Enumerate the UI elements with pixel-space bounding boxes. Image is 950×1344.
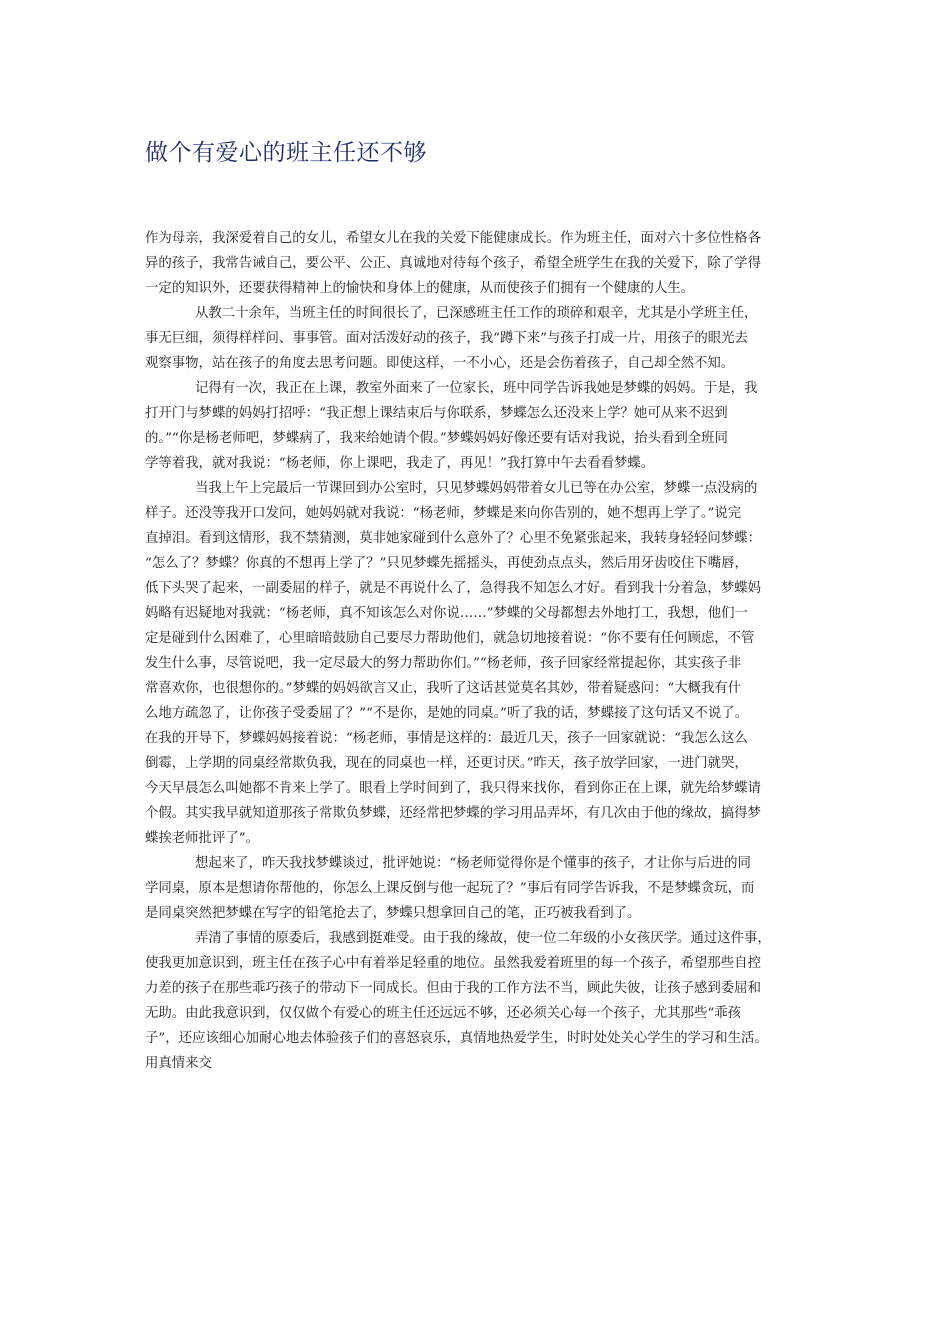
paragraph-line: 记得有一次，我正在上课，教室外面来了一位家长，班中同学告诉我她是梦蝶的妈妈。于是，我 (195, 381, 758, 396)
paragraph-line: 打开门与梦蝶的妈妈打招呼：“我正想上课结束后与你联系，梦蝶怎么还没来上学？她可从来不迟到 (145, 406, 728, 421)
paragraph-line: 一定的知识外，还要获得精神上的愉快和身体上的健康，从而使孩子们拥有一个健康的人生。 (145, 281, 695, 296)
paragraph-line: 么地方疏忽了，让你孩子受委屈了？”“不是你，是她的同桌。”听了我的话，梦蝶接了这句话又不说了。 (145, 706, 749, 721)
paragraph-line: 妈略有迟疑地对我就：“杨老师，真不知该怎么对你说……”梦蝶的父母都想去外地打工，我想，他们一 (145, 606, 748, 621)
paragraph-line: “怎么了？梦蝶？你真的不想再上学了？”只见梦蝶先摇摇头，再使劲点点头，然后用牙齿咬住下嘴唇， (145, 556, 748, 571)
paragraph-line: 观察事物，站在孩子的角度去思考问题。即使这样，一不小心，还是会伤着孩子，自己却全然不知。 (145, 356, 735, 371)
page-title: 做个有爱心的班主任还不够 (145, 140, 427, 166)
paragraph-line: 倒霉，上学期的同桌经常欺负我，现在的同桌也一样，还更讨厌。”昨天，孩子放学回家，一进门就哭， (145, 756, 748, 771)
paragraph-line: 样子。还没等我开口发问，她妈妈就对我说：“杨老师，梦蝶是来向你告别的，她不想再上学了。”说完 (145, 506, 742, 521)
paragraph-line: 学同桌，原本是想请你帮他的，你怎么上课反倒与他一起玩了？”事后有同学告诉我，不是梦蝶贪玩，而 (145, 881, 755, 896)
paragraph-line: 低下头哭了起来，一副委屈的样子，就是不再说什么了，急得我不知怎么才好。看到我十分着急，梦蝶妈 (145, 581, 761, 596)
paragraph-line: 蝶挨老师批评了”。 (145, 831, 259, 846)
paragraph-line: 想起来了，昨天我找梦蝶谈过，批评她说：“杨老师觉得你是个懂事的孩子，才让你与后进的同 (195, 856, 751, 871)
paragraph-line: 是同桌突然把梦蝶在写字的铅笔抢去了，梦蝶只想拿回自己的笔，正巧被我看到了。 (145, 906, 641, 921)
paragraph-line: 学等着我，就对我说：“杨老师，你上课吧，我走了，再见！”我打算中午去看看梦蝶。 (145, 456, 655, 471)
paragraph-line: 在我的开导下，梦蝶妈妈接着说：“杨老师，事情是这样的：最近几天，孩子一回家就说：“我怎么这么 (145, 731, 748, 746)
paragraph (145, 376, 820, 476)
paragraph-line: 常喜欢你，也很想你的。”梦蝶的妈妈欲言又止，我听了这话甚觉莫名其妙，带着疑惑问：“大概我有什 (145, 681, 742, 696)
paragraph-line: 无助。由此我意识到，仅仅做个有爱心的班主任还远远不够，还必须关心每一个孩子，尤其那些“乖孩 (145, 1006, 742, 1021)
paragraph-line: 定是碰到什么困难了，心里暗暗鼓励自己要尽力帮助他们，就急切地接着说：“你不要有任何顾虑，不管 (145, 631, 755, 646)
paragraph-line: 异的孩子，我常告诫自己，要公平、公正、真诚地对待每个孩子，希望全班学生在我的关爱下，除了学得 (145, 256, 761, 271)
paragraph-line: 直掉泪。看到这情形，我不禁猜测，莫非她家碰到什么意外了？心里不免紧张起来，我转身轻轻问梦蝶： (145, 531, 761, 546)
paragraph-line: 力差的孩子在那些乖巧孩子的带动下一同成长。但由于我的工作方法不当，顾此失彼，让孩子感到委屈和 (145, 981, 761, 996)
paragraph-line: 当我上午上完最后一节课回到办公室时，只见梦蝶妈妈带着女儿已等在办公室，梦蝶一点没病的 (195, 481, 758, 496)
paragraph-line: 的。”“你是杨老师吧，梦蝶病了，我来给她请个假。”梦蝶妈妈好像还要有话对我说，抬头看到全班同 (145, 431, 728, 446)
article-body (145, 226, 820, 1076)
paragraph (145, 926, 820, 1076)
paragraph-line: 个假。其实我早就知道那孩子常欺负梦蝶，还经常把梦蝶的学习用品弄坏，有几次由于他的缘故，搞得梦 (145, 806, 761, 821)
paragraph-line: 事无巨细，须得样样问、事事管。面对活泼好动的孩子，我“蹲下来”与孩子打成一片，用孩子的眼光去 (145, 331, 748, 346)
paragraph (145, 851, 820, 926)
paragraph (145, 476, 820, 851)
paragraph (145, 301, 820, 376)
paragraph-line: 今天早晨怎么叫她都不肯来上学了。眼看上学时间到了，我只得来找你，看到你正在上课，就先给梦蝶请 (145, 781, 761, 796)
paragraph (145, 226, 820, 301)
paragraph-line: 弄清了事情的原委后，我感到挺难受。由于我的缘故，使一位二年级的小女孩厌学。通过这件事， (195, 931, 771, 946)
paragraph-line: 作为母亲，我深爱着自己的女儿，希望女儿在我的关爱下能健康成长。作为班主任，面对六十多位性格各 (145, 231, 761, 246)
paragraph-line: 子”，还应该细心加耐心地去体验孩子们的喜怒哀乐，真情地热爱学生，时时处处关心学生的学习和生活。 (145, 1031, 768, 1046)
paragraph-line: 从教二十余年，当班主任的时间很长了，已深感班主任工作的琐碎和艰辛，尤其是小学班主任， (195, 306, 758, 321)
paragraph-line: 使我更加意识到，班主任在孩子心中有着举足轻重的地位。虽然我爱着班里的每一个孩子，希望那些自控 (145, 956, 761, 971)
paragraph-line: 发生什么事，尽管说吧，我一定尽最大的努力帮助你们。”“杨老师，孩子回家经常提起你，其实孩子非 (145, 656, 742, 671)
paragraph-line: 用真情来交 (145, 1056, 212, 1071)
